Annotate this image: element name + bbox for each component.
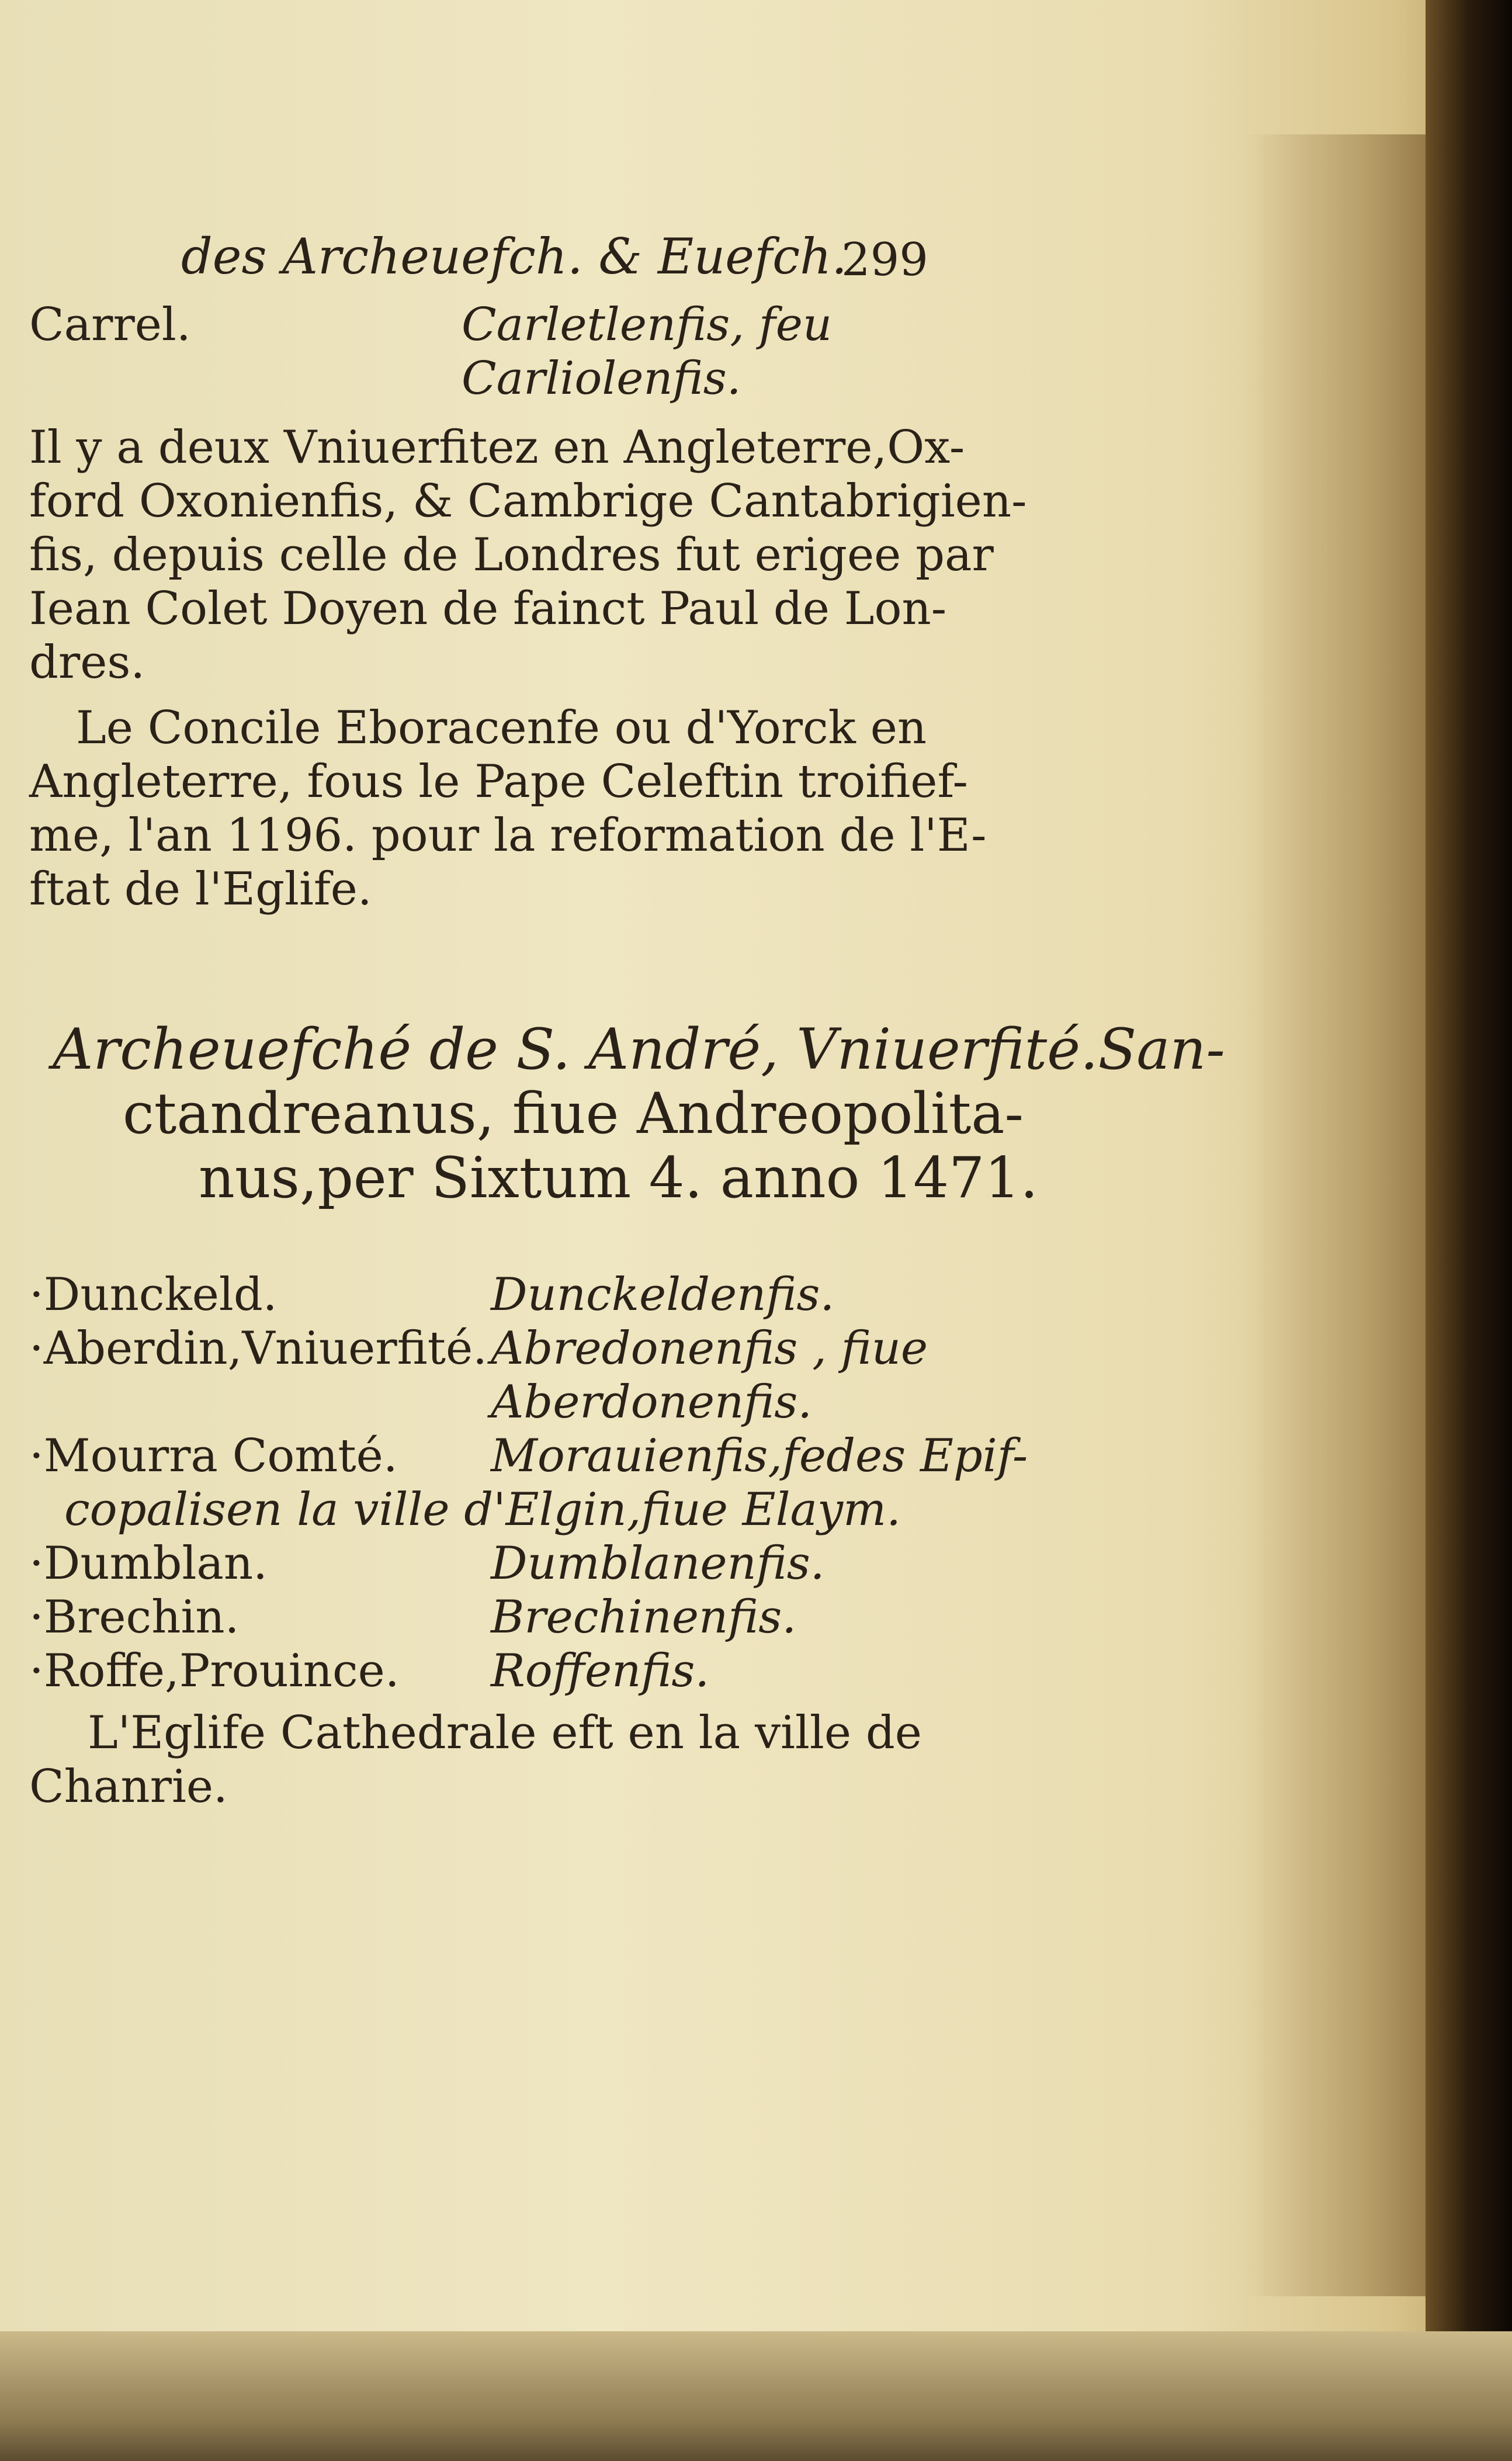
text-line: Angleterre, fous le Pape Celeftin troifief- [29, 755, 968, 808]
entry-right: Abredonenfis , fiue [491, 1322, 928, 1375]
page-edge-shading [1244, 134, 1443, 2296]
line-carrel-left: Carrel. [29, 299, 191, 351]
text-line: Il y a deux Vniuerfitez en Angleterre,Ox- [29, 421, 965, 474]
line-carliolensis: Carliolenfis. [462, 352, 741, 405]
section-heading-line1: Archeuefché de S. André, Vniuerfité.San- [53, 1017, 1225, 1082]
text-line: Iean Colet Doyen de fainct Paul de Lon- [29, 583, 947, 635]
entry-left: ·Mourra Comté. [29, 1430, 398, 1482]
section-heading-line2: ctandreanus, fiue Andreopolita- [123, 1081, 1024, 1146]
entry-left: ·Brechin. [29, 1591, 240, 1644]
text-line: ford Oxonienfis, & Cambrige Cantabrigien- [29, 475, 1027, 528]
entry-right: Morauienfis,fedes Epif- [491, 1430, 1028, 1482]
running-head: des Archeuefch. & Euefch. [181, 228, 847, 285]
text-line: dres. [29, 636, 145, 689]
entry-left: ·Dunckeld. [29, 1268, 278, 1321]
line-carrel-right: Carletlenfis, feu [462, 299, 833, 351]
entry-left: ·Aberdin,Vniuerfité. [29, 1322, 487, 1375]
closing-line2: Chanrie. [29, 1760, 228, 1813]
text-line: me, l'an 1196. pour la reformation de l'E- [29, 809, 987, 862]
binding-shadow [1426, 0, 1512, 2461]
entry-right: Aberdonenfis. [491, 1376, 813, 1429]
text-line: fis, depuis celle de Londres fut erigee par [29, 529, 994, 581]
entry-right: Roffenfis. [491, 1645, 710, 1697]
entry-left: copalisen la ville d'Elgin,fiue Elaym. [64, 1483, 901, 1536]
entry-left: ·Roffe,Prouince. [29, 1645, 400, 1697]
entry-right: Dumblanenfis. [491, 1537, 825, 1590]
page-number: 299 [841, 234, 928, 286]
entry-right: Dunckeldenfis. [491, 1268, 835, 1321]
closing-line1: L'Eglife Cathedrale eft en la ville de [88, 1707, 922, 1759]
entry-left: ·Dumblan. [29, 1537, 268, 1590]
text-line: Le Concile Eboracenfe ou d'Yorck en [76, 702, 927, 754]
text-line: ftat de l'Eglife. [29, 863, 372, 916]
entry-right: Brechinenfis. [491, 1591, 797, 1644]
section-heading-line3: nus,per Sixtum 4. anno 1471. [199, 1145, 1038, 1211]
page-bottom-edge [0, 2331, 1512, 2461]
